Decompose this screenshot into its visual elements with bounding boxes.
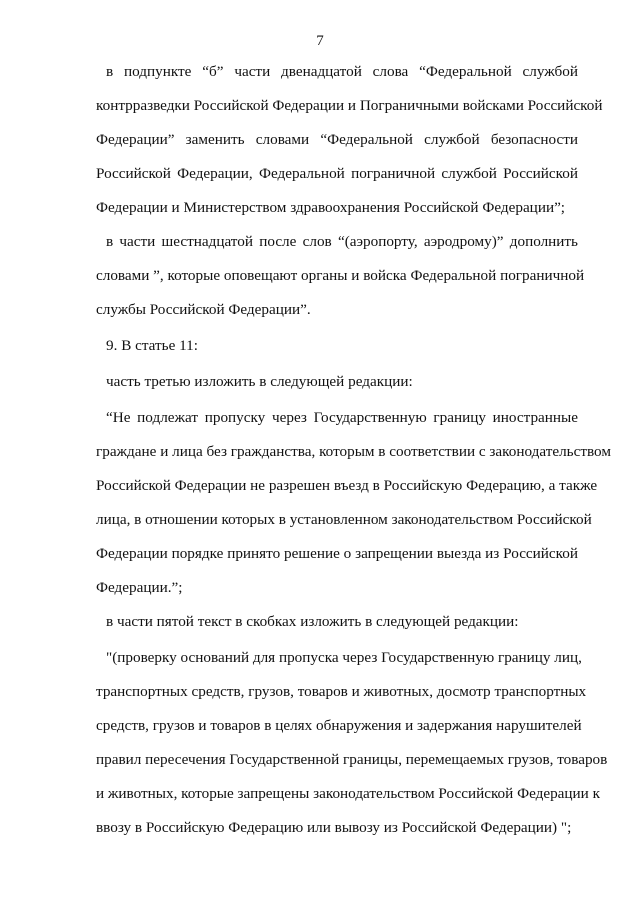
text-line: и животных, которые запрещены законодательством Российской Федерации к (96, 785, 600, 802)
text-line: транспортных средств, грузов, товаров и животных, досмотр транспортных (96, 683, 587, 700)
text-line: "(проверку оснований для пропуска через Государственную границу лиц, (106, 649, 582, 666)
text-line: в части пятой текст в скобках изложить в следующей редакции: (106, 613, 519, 630)
text-line: Российской Федерации, Федеральной пограничной службой Российской (96, 165, 578, 182)
text-line: в части шестнадцатой после слов “(аэропорту, аэродрому)” дополнить (106, 233, 578, 250)
text-line: словами ”, которые оповещают органы и войска Федеральной пограничной (96, 267, 585, 284)
text-line: лица, в отношении которых в установленном законодательством Российской (96, 511, 592, 528)
text-line: Российской Федерации не разрешен въезд в Российскую Федерацию, а также (96, 477, 598, 494)
text-line: ввозу в Российскую Федерацию или вывозу из Российской Федерации) "; (96, 819, 572, 836)
text-line: Федерации” заменить словами “Федеральной службой безопасности (96, 131, 578, 148)
text-line: в подпункте “б” части двенадцатой слова “Федеральной службой (106, 63, 578, 80)
page-number: 7 (316, 33, 324, 49)
text-line: 9. В статье 11: (106, 337, 198, 354)
text-line: “Не подлежат пропуску через Государственную границу иностранные (106, 409, 578, 426)
text-line: граждане и лица без гражданства, которым в соответствии с законодательством (96, 443, 611, 460)
text-line: Федерации.”; (96, 579, 183, 596)
text-line: службы Российской Федерации”. (96, 301, 311, 318)
text-line: средств, грузов и товаров в целях обнаружения и задержания нарушителей (96, 717, 582, 734)
text-line: Федерации порядке принято решение о запрещении выезда из Российской (96, 545, 578, 562)
text-line: часть третью изложить в следующей редакции: (106, 373, 413, 390)
text-line: контрразведки Российской Федерации и Пограничными войсками Российской (96, 97, 603, 114)
text-line: Федерации и Министерством здравоохранения Российской Федерации”; (96, 199, 566, 216)
text-line: правил пересечения Государственной границы, перемещаемых грузов, товаров (96, 751, 608, 768)
